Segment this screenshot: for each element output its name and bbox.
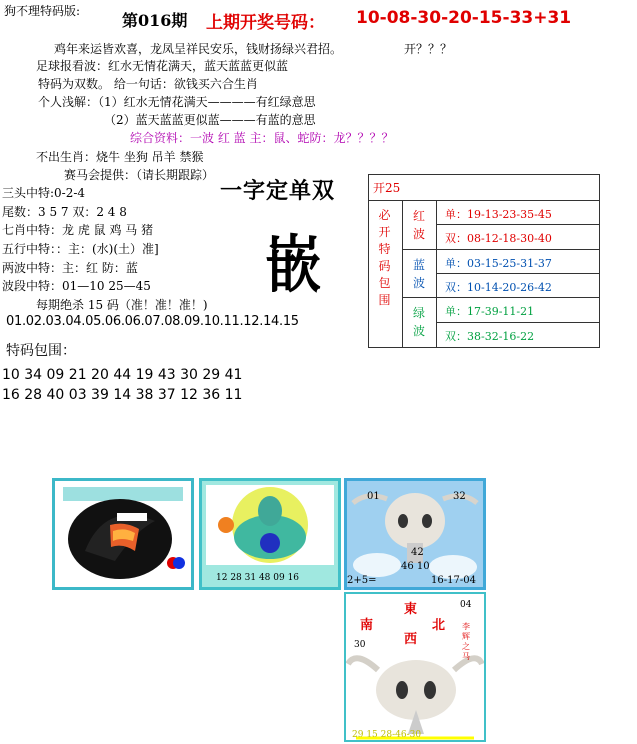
last-draw-label: 上期开奖号码：: [206, 13, 325, 33]
thumbnail-4-left: 30: [354, 640, 366, 650]
wave-group: [403, 298, 599, 347]
thumbnail-3-mid2: 42: [411, 547, 424, 558]
thumbnail-3: [344, 478, 486, 590]
wave-group: [403, 201, 599, 250]
thumbnail-3-mid: 46 10: [401, 561, 430, 572]
stat-five-elements: 五行中特：：主：(水)(土）准]: [2, 242, 159, 256]
thumbnail-3-top-right: 32: [453, 491, 466, 502]
no-show-zodiac: 不出生肖：烧牛 坐狗 吊羊 禁猴: [36, 150, 204, 164]
poem-line-1: 鸡年来运皆欢喜，龙凤呈祥民安乐，钱财扬绿兴君招。: [54, 42, 343, 56]
wave-group-row: 双：08-12-18-30-40: [445, 232, 552, 246]
poem-line-2: 足球报看波：红水无情花满天，蓝天蓝蓝更似蓝: [36, 59, 289, 73]
wave-group-row: 双：10-14-20-26-42: [445, 281, 552, 295]
poem-line-4: 个人浅解：（1）红水无情花满天————有红绿意思: [38, 95, 316, 109]
wave-group-row: 单：19-13-23-35-45: [437, 201, 599, 225]
wave-group-name: 蓝波: [403, 250, 437, 298]
thumbnail-4-side: 李辉之马: [462, 622, 470, 661]
issue-number: 第016期: [122, 11, 188, 30]
package-row-1: 10 34 09 21 20 44 19 43 30 29 41: [2, 367, 243, 383]
poem-line-5: （2）蓝天蓝蓝更似蓝———有蓝的意思: [104, 113, 316, 127]
stat-tail: 尾数：3 5 7 双：2 4 8: [2, 205, 127, 219]
thumbnail-4: [344, 592, 486, 742]
poem-line-6: 综合资料：一波 红 蓝 主：鼠、蛇防：龙？？？？: [130, 131, 394, 145]
wave-group-row: 双：38-32-16-22: [445, 329, 535, 343]
stat-kill-code: 每期绝杀 15 码（准！准！准！): [36, 298, 208, 312]
wave-table-kai: 开25: [369, 175, 599, 201]
thumbnail-4-north: 北: [432, 618, 446, 633]
thumbnail-4-south: 南: [360, 618, 374, 633]
thumbnail-4-bottom: 29 15 28-46-30: [352, 730, 422, 740]
small-title: 狗不理特码版:: [4, 4, 81, 18]
package-row-2: 16 28 40 03 39 14 38 37 12 36 11: [2, 387, 243, 403]
thumbnail-2: [199, 478, 341, 590]
stat-two-waves: 两波中特：主：红 防：蓝: [2, 261, 138, 275]
last-draw-numbers: 10-08-30-20-15-33+31: [356, 8, 572, 28]
big-character: 嵌: [265, 228, 321, 301]
headline: 一字定单双: [220, 179, 336, 204]
thumbnail-4-east: 東: [404, 602, 418, 617]
package-title: 特码包围：: [6, 343, 76, 359]
thumbnail-2-caption: 12 28 31 48 09 16: [216, 573, 300, 583]
wave-table: [368, 174, 600, 348]
wave-group: [403, 250, 599, 299]
poem-line-3: 特码为双数。 给一句话：欲钱买六合生肖: [38, 77, 258, 91]
thumbnail-3-bottom: 2+5=: [347, 575, 377, 586]
wave-group-name: 红波: [403, 201, 437, 249]
number-line: 01.02.03.04.05.06.06.07.08.09.10.11.12.14.15: [6, 314, 299, 329]
thumbnail-1: [52, 478, 194, 590]
thumbnail-3-bottom-right: 16-17-04: [431, 575, 476, 586]
wave-table-left-label: 必开特码包围: [378, 208, 391, 307]
wave-group-row: 单：17-39-11-21: [437, 298, 599, 322]
thumbnail-4-top-right: 04: [460, 600, 472, 610]
stat-wave-segment: 波段中特：01—10 25—45: [2, 279, 151, 293]
wave-group-row: 单：03-15-25-31-37: [437, 250, 599, 274]
thumbnail-3-top-left: 01: [367, 491, 380, 502]
poem-line-1-suffix: 开？？？: [404, 42, 453, 56]
stat-seven-zodiac: 七肖中特：龙 虎 鼠 鸡 马 猪: [2, 223, 154, 237]
wave-group-name: 绿波: [403, 298, 437, 347]
thumbnail-4-west: 西: [404, 632, 418, 647]
stat-head: 三头中特:0-2-4: [2, 186, 86, 200]
sponsor-line: 赛马会提供：（请长期跟踪）: [64, 168, 215, 182]
